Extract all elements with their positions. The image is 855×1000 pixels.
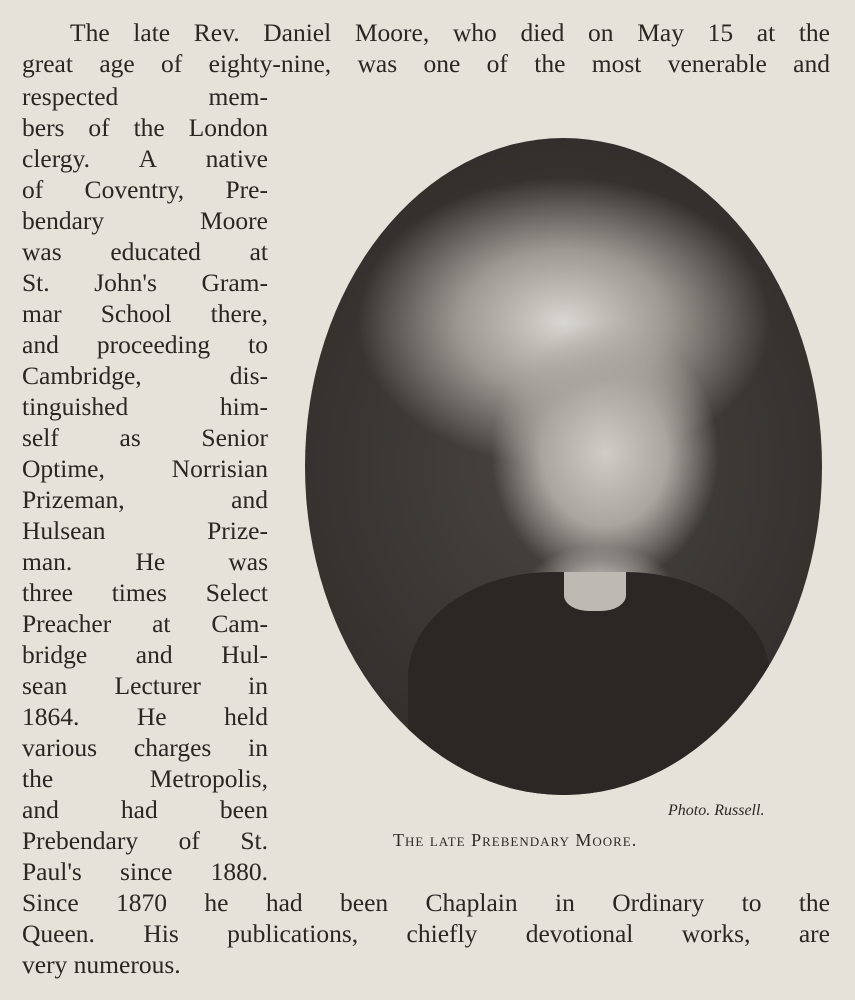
figure-caption: The late Prebendary Moore. [393,830,638,850]
article-column-line: clergy. A native [22,144,268,173]
article-column-line: various charges in [22,733,268,762]
article-column-line: 1864. He held [22,702,268,731]
article-column-line: St. John's Gram- [22,268,268,297]
article-column-line: Prizeman, and [22,485,268,514]
article-column-line: was educated at [22,237,268,266]
article-column-line: mar School there, [22,299,268,328]
photo-credit: Photo. Russell. [668,802,765,819]
article-column-line: respected mem- [22,82,268,111]
article-column-line: and proceeding to [22,330,268,359]
article-column-line: of Coventry, Pre- [22,175,268,204]
article-column-line: Prebendary of St. [22,826,268,855]
article-line: great age of eighty-nine, was one of the most venerable and [22,49,830,78]
article-column-line: bers of the London [22,113,268,142]
portrait-collar-shape [564,572,626,611]
article-column-line: Optime, Norrisian [22,454,268,483]
article-column-line: Cambridge, dis- [22,361,268,390]
article-column-line: and had been [22,795,268,824]
article-column-line: Preacher at Cam- [22,609,268,638]
article-column-line: Paul's since 1880. [22,857,268,886]
article-column-line: self as Senior [22,423,268,452]
article-column-line: the Metropolis, [22,764,268,793]
article-column-line: man. He was [22,547,268,576]
portrait-photo [305,138,822,795]
article-column-line: three times Select [22,578,268,607]
article-column-line: sean Lecturer in [22,671,268,700]
article-column-line: Hulsean Prize- [22,516,268,545]
article-column-line: tinguished him- [22,392,268,421]
article-line: Since 1870 he had been Chaplain in Ordinary to the [22,888,830,917]
article-line: The late Rev. Daniel Moore, who died on May 15 at the [70,18,830,47]
article-column-line: bendary Moore [22,206,268,235]
article-line: very numerous. [22,950,181,979]
article-line: Queen. His publications, chiefly devotional works, are [22,919,830,948]
article-column-line: bridge and Hul- [22,640,268,669]
